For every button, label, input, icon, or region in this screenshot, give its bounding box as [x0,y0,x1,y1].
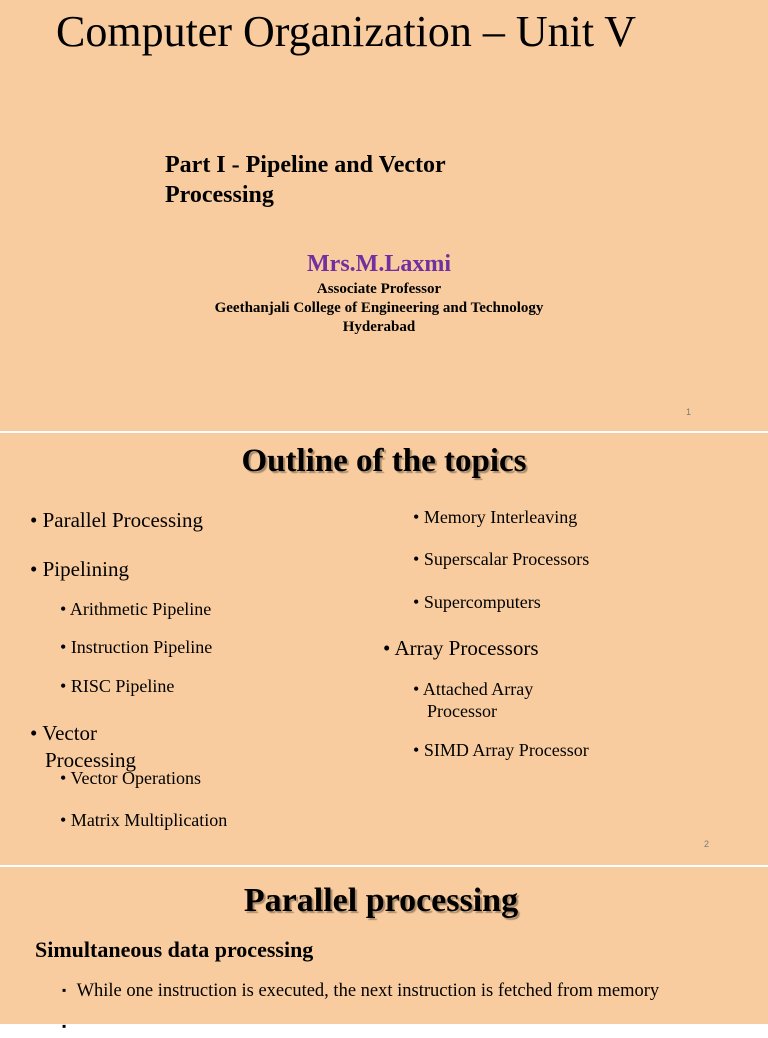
bullet-icon: • [413,679,420,699]
bullet-text: While one instruction is executed, the next instruction is fetched from memory [76,981,660,1001]
partial-bullet-item [62,1017,66,1038]
bullet-icon: • [413,549,420,569]
outline-item-vector-processing [30,721,97,746]
slide-1-title: Computer Organization – Unit V [56,7,637,56]
outline-item-label: SIMD Array Processor [423,740,589,760]
outline-item-label: RISC Pipeline [70,676,175,696]
outline-subitem-simd [413,740,589,761]
outline-item-label: Instruction Pipeline [70,637,213,657]
outline-item-label: Attached Array [422,679,534,699]
bullet-icon: • [413,740,420,760]
outline-subitem-vector-operations [60,768,201,789]
bullet-icon: • [60,599,67,619]
outline-subitem-matrix-multiplication [60,810,227,831]
outline-item-label: Matrix Multiplication [70,810,228,830]
outline-item-vector-processing-cont: Processing [45,748,136,772]
bullet-icon: • [413,507,420,527]
outline-item-label: Vector Operations [70,768,201,788]
outline-subitem-attached-array-cont: Processor [427,701,497,721]
outline-subitem-superscalar [413,549,589,570]
square-bullet-icon: ▪ [62,1019,67,1033]
outline-item-label: Parallel Processing [42,508,203,532]
bullet-icon: • [60,637,67,657]
bullet-icon: • [60,810,67,830]
outline-item-label: Vector [42,721,98,745]
slide-1 [0,0,768,431]
outline-item-label: Memory Interleaving [423,507,578,527]
subtitle-line-1: Part I - Pipeline and Vector [165,152,446,178]
bullet-icon: • [30,721,38,745]
page-number: 1 [686,407,692,417]
outline-item-label: Array Processors [394,636,539,660]
outline-item-array-processors [383,636,539,661]
outline-item-label: Superscalar Processors [423,549,590,569]
subtitle-line-2: Processing [165,182,274,208]
outline-item-pipelining [30,557,129,582]
author-designation: Associate Professor [316,281,442,297]
slide-2-title: Outline of the topics [241,443,527,479]
slide-3-title: Parallel processing [243,882,519,919]
bullet-icon: • [413,592,420,612]
outline-subitem-risc-pipeline [60,676,174,697]
outline-item-label: Arithmetic Pipeline [69,599,212,619]
bullet-icon: • [60,676,67,696]
page-number: 2 [704,839,710,849]
square-bullet-icon: ▪ [62,983,67,997]
slide-3 [0,867,768,1033]
bullet-icon: • [60,768,67,788]
outline-item-parallel-processing [30,508,203,533]
bullet-item [62,981,659,1002]
section-heading: Simultaneous data processing [35,937,314,962]
author-name: Mrs.M.Laxmi [307,251,451,277]
outline-subitem-attached-array [413,679,533,700]
outline-subitem-supercomputers [413,592,541,613]
outline-subitem-arithmetic-pipeline [60,599,211,620]
author-city: Hyderabad [342,319,416,335]
bullet-icon: • [30,508,38,532]
author-institution: Geethanjali College of Engineering and Technology [214,300,544,316]
outline-item-label: Pipelining [42,557,129,581]
outline-subitem-memory-interleaving [413,507,577,528]
slide-2 [0,433,768,865]
outline-subitem-instruction-pipeline [60,637,212,658]
bullet-icon: • [30,557,38,581]
outline-item-label: Supercomputers [423,592,541,612]
bullet-icon: • [383,636,391,660]
